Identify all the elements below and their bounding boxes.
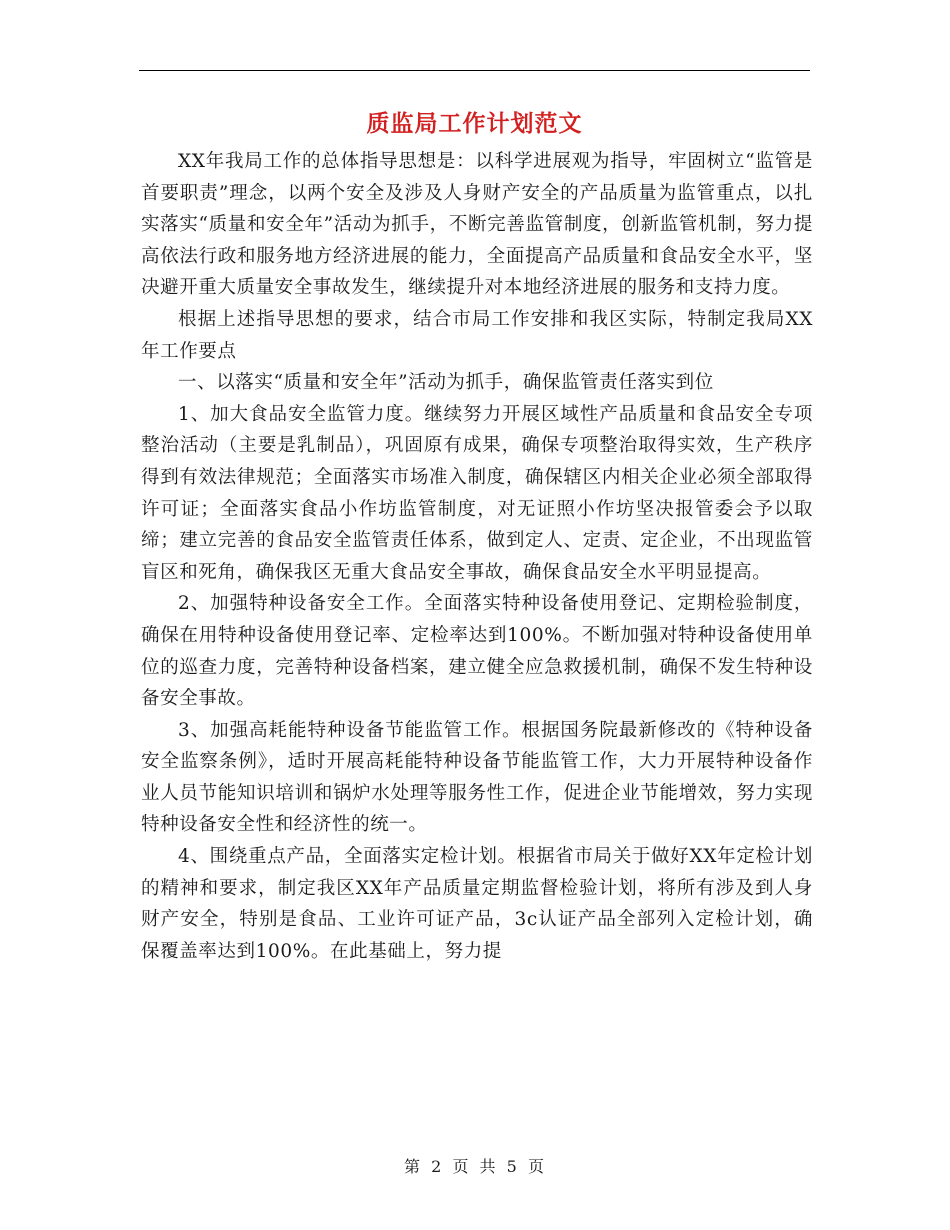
paragraph-guiding-ideology: XX年我局工作的总体指导思想是：以科学进展观为指导，牢固树立“监管是首要职责”理念，以两个安全及涉及人身财产安全的产品质量为监管重点，以扎实落实“质量和安全年”活动为抓手，不断完善监管制度，创新监管机制，努力提高依法行政和服务地方经济进展的能力，全面提高产品质量和食品安全水平，坚决避开重大质量安全事故发生，继续提升对本地经济进展的服务和支持力度。: [141, 151, 813, 299]
paragraph-item-3-energy-saving: 3、加强高耗能特种设备节能监管工作。根据国务院最新修改的《特种设备安全监察条例》，适时开展高耗能特种设备节能监管工作，大力开展特种设备作业人员节能知识培训和锅炉水处理等服务性工作，促进企业节能增效，努力实现特种设备安全性和经济性的统一。: [141, 719, 813, 836]
footer-page-current: 2: [431, 1157, 444, 1176]
footer-page-unit: 页: [452, 1157, 471, 1176]
footer-page-total: 5: [506, 1157, 519, 1176]
header-rule: [139, 70, 810, 71]
footer-page-label: 第: [404, 1157, 423, 1176]
paragraph-work-plan-intro: 根据上述指导思想的要求，结合市局工作安排和我区实际，特制定我局XX年工作要点: [141, 308, 813, 362]
document-body: [141, 146, 813, 967]
footer-total-label: 共: [479, 1157, 498, 1176]
paragraph-item-4-inspection-plan: 4、围绕重点产品，全面落实定检计划。根据省市局关于做好XX年定检计划的精神和要求，制定我区XX年产品质量定期监督检验计划，将所有涉及到人身财产安全，特别是食品、工业许可证产品，3c认证产品全部列入定检计划，确保覆盖率达到100%。在此基础上，努力提: [141, 846, 813, 962]
paragraph-item-2-special-equipment: 2、加强特种设备安全工作。全面落实特种设备使用登记、定期检验制度，确保在用特种设备使用登记率、定检率达到100%。不断加强对特种设备使用单位的巡查力度，完善特种设备档案，建立健全应急救援机制，确保不发生特种设备安全事故。: [141, 593, 813, 710]
page-footer: [0, 1154, 950, 1177]
section-heading-one: 一、以落实“质量和安全年”活动为抓手，确保监管责任落实到位: [178, 372, 714, 394]
footer-total-unit: 页: [527, 1157, 546, 1176]
document-title: 质监局工作计划范文: [366, 110, 583, 137]
paragraph-item-1-food-safety: 1、加大食品安全监管力度。继续努力开展区域性产品质量和食品安全专项整治活动（主要是乳制品），巩固原有成果，确保专项整治取得实效，生产秩序得到有效法律规范；全面落实市场准入制度，确保辖区内相关企业必须全部取得许可证；全面落实食品小作坊监管制度，对无证照小作坊坚决报管委会予以取缔；建立完善的食品安全监管责任体系，做到定人、定责、定企业，不出现监管盲区和死角，确保我区无重大食品安全事故，确保食品安全水平明显提高。: [141, 403, 813, 583]
